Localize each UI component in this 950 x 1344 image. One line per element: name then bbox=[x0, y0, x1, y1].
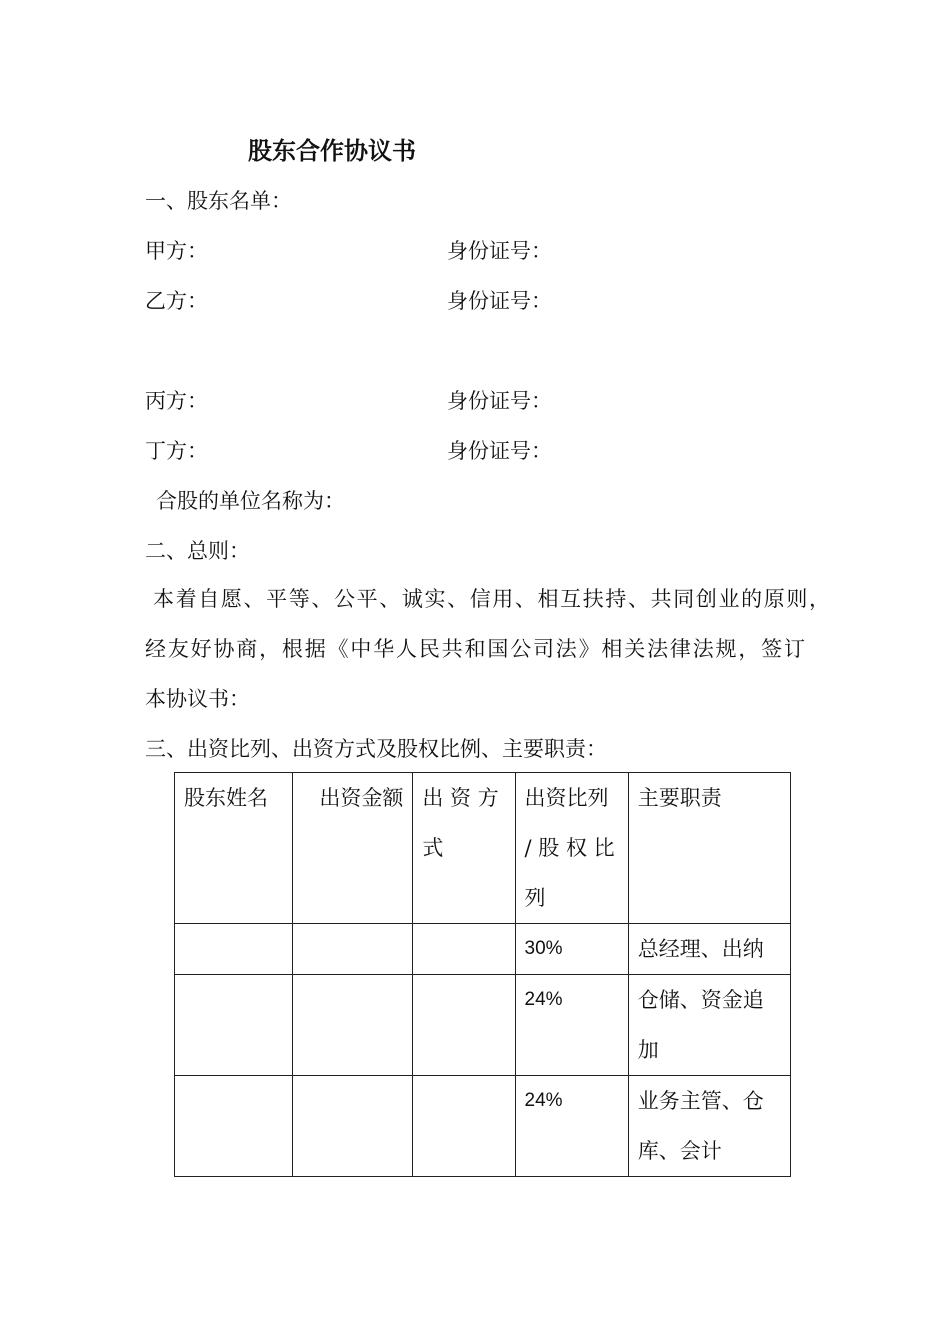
cell-duty: 业务主管、仓库、会计 bbox=[628, 1076, 790, 1177]
table-row bbox=[175, 975, 791, 1076]
cell-method bbox=[413, 924, 515, 975]
company-name-label: 合股的单位名称为： bbox=[156, 489, 345, 513]
party-c-id-label: 身份证号： bbox=[447, 389, 552, 413]
section3-heading: 三、出资比列、出资方式及股权比例、主要职责： bbox=[145, 737, 607, 761]
cell-ratio: 30% bbox=[515, 924, 628, 975]
cell-name bbox=[175, 975, 293, 1076]
cell-ratio: 24% bbox=[515, 975, 628, 1076]
table-header-row bbox=[175, 773, 791, 924]
table-row bbox=[175, 1076, 791, 1177]
party-a-id-label: 身份证号： bbox=[447, 239, 552, 263]
cell-amount bbox=[293, 975, 413, 1076]
party-d-label: 丁方： bbox=[145, 439, 208, 463]
section2-heading: 二、总则： bbox=[145, 539, 250, 563]
principle-paragraph-line-3: 本协议书： bbox=[145, 687, 250, 711]
header-cell-ratio: 出资比列 / 股 权 比 列 bbox=[515, 773, 628, 924]
cell-amount bbox=[293, 924, 413, 975]
cell-method bbox=[413, 975, 515, 1076]
party-b-id-label: 身份证号： bbox=[447, 289, 552, 313]
cell-duty: 总经理、出纳 bbox=[628, 924, 790, 975]
table-row bbox=[175, 924, 791, 975]
cell-name bbox=[175, 1076, 293, 1177]
party-a-label: 甲方： bbox=[145, 239, 208, 263]
principle-paragraph-line-1: 本着自愿、平等、公平、诚实、信用、相互扶持、共同创业的原则， bbox=[153, 587, 830, 611]
header-cell-duty: 主要职责 bbox=[628, 773, 790, 924]
cell-amount bbox=[293, 1076, 413, 1177]
document-title: 股东合作协议书 bbox=[248, 136, 416, 165]
header-cell-name: 股东姓名 bbox=[175, 773, 293, 924]
cell-duty: 仓储、资金追加 bbox=[628, 975, 790, 1076]
header-cell-method: 出 资 方 式 bbox=[413, 773, 515, 924]
party-d-id-label: 身份证号： bbox=[447, 439, 552, 463]
party-c-label: 丙方： bbox=[145, 389, 208, 413]
principle-paragraph-line-2: 经友好协商，根据《中华人民共和国公司法》相关法律法规，签订 bbox=[145, 637, 805, 661]
party-b-label: 乙方： bbox=[145, 289, 208, 313]
cell-ratio: 24% bbox=[515, 1076, 628, 1177]
section1-heading: 一、股东名单： bbox=[145, 189, 292, 213]
header-cell-amount: 出资金额 bbox=[293, 773, 413, 924]
cell-name bbox=[175, 924, 293, 975]
cell-method bbox=[413, 1076, 515, 1177]
shareholder-table bbox=[174, 772, 791, 1177]
